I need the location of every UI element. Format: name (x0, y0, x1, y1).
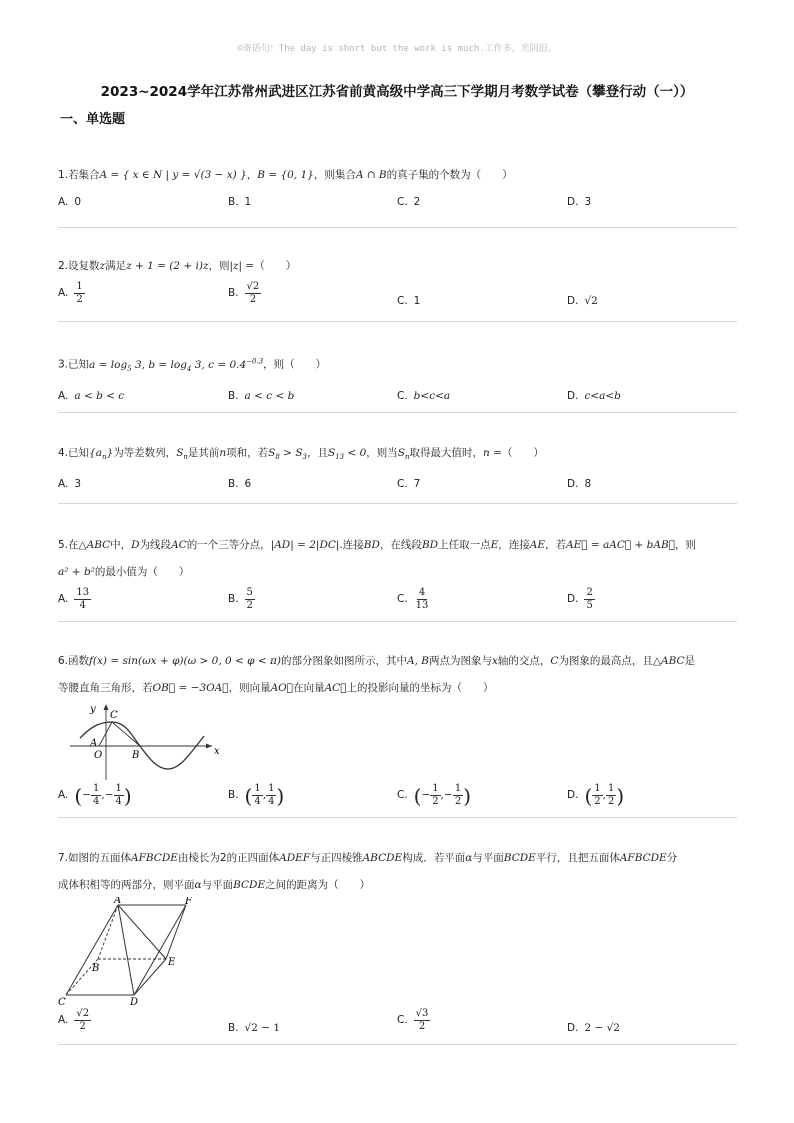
option-d[interactable]: D. √2 (567, 295, 598, 307)
graph-point-a: A (90, 738, 98, 749)
option-b[interactable]: B. a < c < b (228, 389, 295, 402)
question-5 (58, 532, 738, 616)
option-b[interactable]: B. $\frac{√2}{2}$ (228, 281, 260, 305)
question-6-stem-line1: 6.函数f(x) = sin(ωx + φ)(ω > 0, 0 < φ < π)的部分图象如图所示，其中A, B两点为图象与x轴的交点，C为图象的最高点，且△ABC是 (58, 655, 696, 667)
pentahedron-figure (58, 897, 208, 1007)
option-d[interactable]: D. $\frac{2}{5}$ (567, 587, 593, 611)
figure-point-e: E (168, 957, 176, 968)
option-a[interactable]: A. $\frac{1}{2}$ (58, 281, 83, 305)
option-b[interactable]: B. $\frac{5}{2}$ (228, 587, 253, 611)
option-c[interactable]: C. 7 (397, 478, 421, 491)
figure-point-a: A (114, 897, 122, 906)
divider (58, 1044, 737, 1045)
graph-y-label: y (90, 704, 96, 715)
question-2 (58, 253, 738, 310)
question-4 (58, 440, 738, 495)
option-a[interactable]: A. $\frac{13}{4}$ (58, 587, 90, 611)
question-7-stem-line2: 成体积相等的两部分，则平面α与平面BCDE之间的距离为（ ） (58, 879, 371, 891)
question-5-stem-line2: a² + b²的最小值为（ ） (58, 566, 190, 578)
option-c[interactable]: C. 1 (397, 295, 421, 307)
option-d[interactable]: D. ( $\frac{1}{2}$ , $\frac{1}{2}$ ) (567, 783, 625, 808)
option-a[interactable]: A. a < b < c (58, 389, 125, 402)
divider (58, 227, 737, 228)
question-1-stem: 1.若集合A = { x ∈ N | y = √(3 − x) }，B = {0, 1}，则集合A ∩ B的真子集的个数为（ ） (58, 169, 513, 181)
question-6 (58, 648, 738, 822)
question-2-stem: 2.设复数z满足z + 1 = (2 + i)z，则|z| =（ ） (58, 260, 297, 272)
graph-point-b: B (132, 750, 140, 761)
option-b[interactable]: B. 1 (228, 196, 252, 208)
divider (58, 817, 737, 818)
question-7 (58, 845, 738, 1037)
option-d[interactable]: D. 8 (567, 478, 592, 491)
option-a[interactable]: A. ( − $\frac{1}{4}$ , − $\frac{1}{4}$ ) (58, 783, 132, 808)
question-3 (58, 348, 738, 407)
option-c[interactable]: C. ( − $\frac{1}{2}$ , − $\frac{1}{2}$ ) (397, 783, 472, 808)
option-b[interactable]: B. ( $\frac{1}{4}$ , $\frac{1}{4}$ ) (228, 783, 285, 808)
option-a[interactable]: A. $\frac{√2}{2}$ (58, 1008, 90, 1032)
option-c[interactable]: C. $\frac{√3}{2}$ (397, 1008, 429, 1032)
option-d[interactable]: D. 2 − √2 (567, 1022, 620, 1034)
graph-x-label: x (214, 746, 220, 757)
option-b[interactable]: B. √2 − 1 (228, 1022, 281, 1034)
graph-point-c: C (110, 710, 118, 721)
option-c[interactable]: C. b<c<a (397, 389, 451, 402)
question-7-stem-line1: 7.如图的五面体AFBCDE由棱长为2的正四面体ADEF与正四棱锥ABCDE构成．若平面α与平面BCDE平行，且把五面体AFBCDE分 (58, 852, 678, 864)
divider (58, 321, 737, 322)
section-heading: 一、单选题 (60, 112, 126, 127)
option-d[interactable]: D. c<a<b (567, 389, 621, 402)
graph-origin: O (94, 750, 103, 761)
divider (58, 503, 737, 504)
question-6-stem-line2: 等腰直角三角形，若OB⃗ = −3OA⃗，则向量AO⃗在向量AC⃗上的投影向量的坐标为（ ） (58, 682, 494, 694)
option-a[interactable]: A. 0 (58, 196, 82, 208)
option-b[interactable]: B. 6 (228, 478, 252, 491)
divider (58, 621, 737, 622)
question-3-stem: 3.已知$a = \log_5 3$, $b = \log_4 3$, $c = 0.4^{-0.3}$，则（ ） (58, 357, 327, 373)
figure-point-b: B (92, 963, 100, 974)
question-1 (58, 162, 738, 213)
option-a[interactable]: A. 3 (58, 478, 82, 491)
option-c[interactable]: C. 2 (397, 196, 421, 208)
question-4-stem: 4.已知$\{a_n\}$为等差数列，$S_n$是其前n项和，若$S_8 > S_3$，且$S_{13} < 0$，则当$S_n$取得最大值时，n =（ ） (58, 447, 544, 462)
option-c[interactable]: C. $\frac{4}{13}$ (397, 587, 429, 611)
sine-graph-figure (68, 702, 228, 782)
divider (58, 412, 737, 413)
motto: ☺寄语句：The day is short but the work is much.工作多，光阴迫。 (237, 44, 557, 54)
figure-point-c: C (58, 997, 66, 1007)
option-d[interactable]: D. 3 (567, 196, 592, 208)
question-5-stem-line1: 5.在△ABC中，D为线段AC的一个三等分点，|AD| = 2|DC|.连接BD，在线段BD上任取一点E，连接AE，若AE⃗ = aAC⃗ + bAB⃗，则 (58, 539, 696, 551)
page-title: 2023~2024学年江苏常州武进区江苏省前黄高级中学高三下学期月考数学试卷（攀登行动（一）） (100, 84, 694, 100)
figure-point-d: D (130, 997, 139, 1007)
figure-point-f: F (185, 897, 192, 907)
